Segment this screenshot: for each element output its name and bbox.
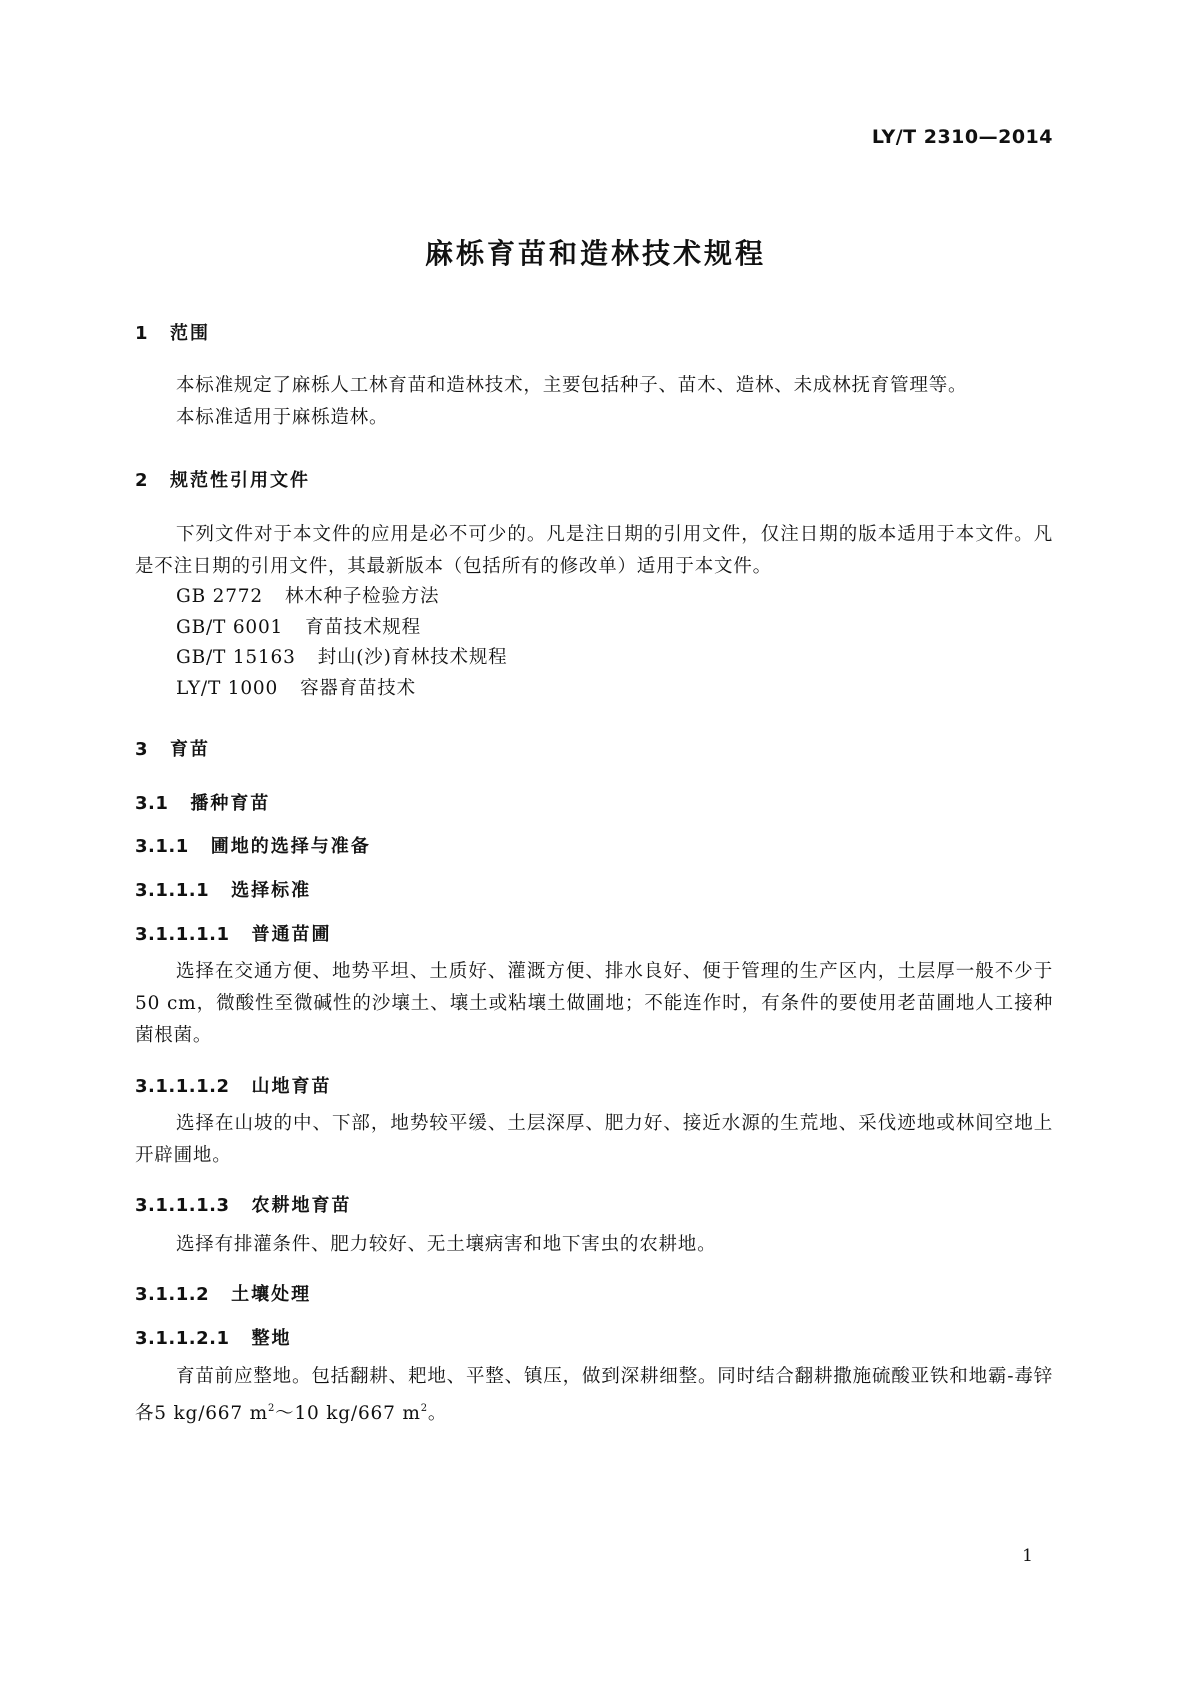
paragraph-text: 育苗前应整地。包括翻耕、耙地、平整、镇压，做到深耕细整。同时结合翻耕撒施硫酸亚铁和地霸-毒锌各5 kg/667 m xyxy=(135,1366,1053,1424)
standard-code: LY/T 2310—2014 xyxy=(871,126,1053,148)
reference-title: 容器育苗技术 xyxy=(300,678,416,699)
section-title: 普通苗圃 xyxy=(251,924,332,945)
section-number: 1 xyxy=(135,323,149,344)
section-3-1-heading xyxy=(135,789,270,815)
section-title: 圃地的选择与准备 xyxy=(210,836,371,857)
section-title: 整地 xyxy=(251,1328,292,1349)
reference-item xyxy=(176,582,439,608)
section-number: 3.1.1.2 xyxy=(135,1284,210,1305)
reference-item xyxy=(176,674,416,700)
reference-title: 育苗技术规程 xyxy=(305,617,421,638)
document-title: 麻栎育苗和造林技术规程 xyxy=(424,237,766,270)
section-title: 播种育苗 xyxy=(190,793,271,814)
section-title: 选择标准 xyxy=(231,880,312,901)
scope-paragraph-1: 本标准规定了麻栎人工林育苗和造林技术，主要包括种子、苗木、造林、未成林抚育管理等。 xyxy=(176,375,968,396)
section-number: 3.1.1.1.3 xyxy=(135,1195,230,1216)
section-3-heading xyxy=(135,735,210,761)
reference-code: GB/T 15163 xyxy=(176,647,296,668)
reference-title: 封山(沙)育林技术规程 xyxy=(317,647,508,668)
section-number: 3.1.1.1 xyxy=(135,880,210,901)
section-title: 范围 xyxy=(170,323,211,344)
scope-paragraph-2: 本标准适用于麻栎造林。 xyxy=(176,407,389,428)
section-title: 农耕地育苗 xyxy=(251,1195,352,1216)
section-number: 2 xyxy=(135,470,149,491)
section-number: 3.1 xyxy=(135,793,169,814)
reference-item xyxy=(176,643,507,669)
reference-title: 林木种子检验方法 xyxy=(284,586,440,607)
section-number: 3.1.1 xyxy=(135,836,189,857)
section-number: 3.1.1.1.2 xyxy=(135,1076,230,1097)
section-1-heading xyxy=(135,319,210,345)
reference-item xyxy=(176,613,421,639)
section-3-1-1-1-3-heading xyxy=(135,1191,351,1217)
section-number: 3.1.1.1.1 xyxy=(135,924,230,945)
section-3-1-1-1-2-heading xyxy=(135,1072,331,1098)
section-3-1-1-2-heading xyxy=(135,1280,311,1306)
page-number: 1 xyxy=(1022,1546,1033,1566)
paragraph-text: ～10 kg/667 m xyxy=(275,1403,421,1424)
section-2-heading xyxy=(135,466,310,492)
section-title: 育苗 xyxy=(170,739,211,760)
farmland-nursery-paragraph: 选择有排灌条件、肥力较好、无土壤病害和地下害虫的农耕地。 xyxy=(176,1234,717,1255)
reference-code: LY/T 1000 xyxy=(176,678,279,699)
section-title: 规范性引用文件 xyxy=(170,470,311,491)
reference-code: GB/T 6001 xyxy=(176,617,284,638)
section-number: 3 xyxy=(135,739,149,760)
paragraph-text: 。 xyxy=(427,1403,448,1424)
reference-code: GB 2772 xyxy=(176,586,263,607)
section-title: 土壤处理 xyxy=(231,1284,312,1305)
superscript: 2 xyxy=(420,1403,428,1414)
mountain-nursery-paragraph: 选择在山坡的中、下部，地势较平缓、土层深厚、肥力好、接近水源的生荒地、采伐迹地或林间空地上开辟圃地。 xyxy=(135,1113,1053,1166)
section-3-1-1-2-1-heading xyxy=(135,1324,291,1350)
section-3-1-1-1-heading xyxy=(135,876,311,902)
nursery-paragraph: 选择在交通方便、地势平坦、土质好、灌溉方便、排水良好、便于管理的生产区内，土层厚一般不少于50 cm，微酸性至微碱性的沙壤土、壤土或粘壤土做圃地；不能连作时，有条件的要使用老苗圃地人工接种菌根菌。 xyxy=(135,961,1053,1046)
section-3-1-1-heading xyxy=(135,832,371,858)
section-number: 3.1.1.2.1 xyxy=(135,1328,230,1349)
references-intro-paragraph: 下列文件对于本文件的应用是必不可少的。凡是注日期的引用文件，仅注日期的版本适用于本文件。凡是不注日期的引用文件，其最新版本（包括所有的修改单）适用于本文件。 xyxy=(135,524,1053,577)
section-3-1-1-1-1-heading xyxy=(135,920,331,946)
superscript: 2 xyxy=(267,1403,276,1414)
land-preparation-paragraph xyxy=(135,1361,1053,1430)
section-title: 山地育苗 xyxy=(251,1076,332,1097)
